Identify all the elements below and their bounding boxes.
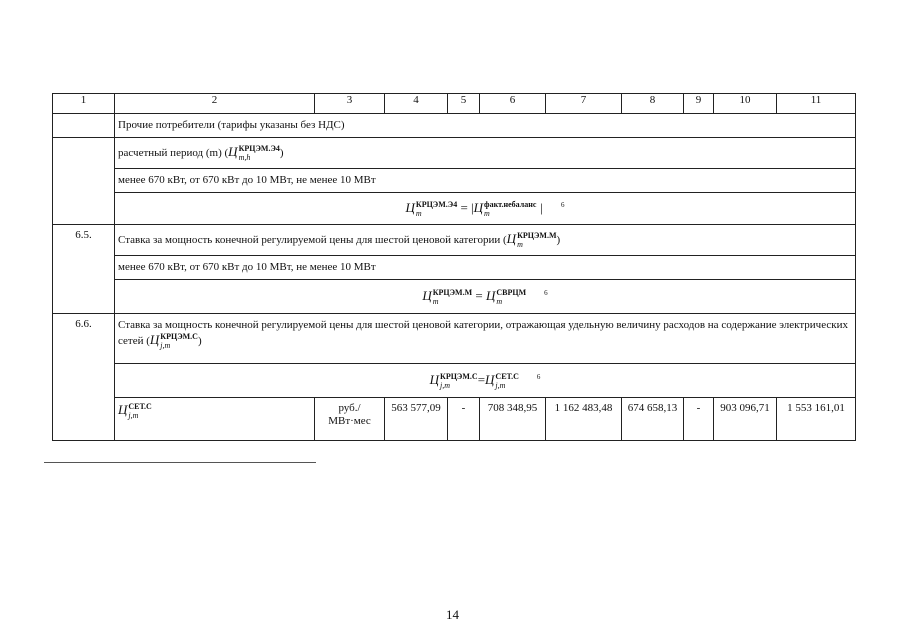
other-consumers-label: Прочие потребители (тарифы указаны без НДС) [115,114,856,138]
formula-1 [405,200,565,219]
value-cell: 1 553 161,01 [777,398,856,441]
symbol-sup: СВРЦМ [496,288,527,298]
symbol-formula [506,230,557,249]
symbol-base: Ц [429,372,440,388]
symbol-sub: m [432,297,439,307]
symbol-sup: КРЦЭМ.Э4 [415,200,458,210]
formula-cell [115,280,856,314]
symbol-sub: j,m [128,411,139,420]
formula-cell [115,193,856,225]
symbol-base: Ц [485,372,495,388]
symbol-sup: КРЦЭМ.С [160,332,198,341]
value-cell: 1 162 483,48 [546,398,622,441]
symbol-base: Ц [473,200,484,216]
symbol-formula [149,331,198,350]
symbol-sup: КРЦЭМ.Э4 [238,144,280,153]
power-range-label: менее 670 кВт, от 670 кВт до 10 МВт, не менее 10 МВт [115,256,856,280]
header-cell: 10 [714,94,777,114]
unit-cell: руб./ МВт·мес [315,398,385,441]
paren-close: ) [197,334,202,347]
symbol-sub: m [484,209,490,219]
symbol-sub: j,m [495,381,506,391]
header-cell: 3 [315,94,385,114]
symbol-sup: КРЦЭМ.М [432,288,473,298]
symbol-sup: КРЦЭМ.С [440,372,478,382]
paren-close: ) [556,233,561,246]
formula-3 [429,372,541,391]
symbol-scripts [484,200,536,218]
tariff-table [52,93,856,441]
symbol-scripts [239,144,280,162]
item-6-6-text: Ставка за мощность конечной регулируемой цены для шестой ценовой категории, отражающая удельную величину расходов на содержание электрических сетей ( [118,319,848,347]
symbol-sub: j,m [160,341,171,350]
value-cell: 903 096,71 [714,398,777,441]
item-number: 6.6. [53,314,115,441]
header-cell: 6 [480,94,546,114]
symbol-scripts [416,200,457,218]
symbol-formula [228,143,280,162]
symbol-sub: j,m [440,381,451,391]
header-cell: 4 [385,94,448,114]
formula-eq: = [475,288,483,304]
value-cell: 674 658,13 [622,398,684,441]
symbol-scripts [433,288,472,306]
header-cell: 8 [622,94,684,114]
table-row [53,256,856,280]
table-row [53,314,856,364]
symbol-sup: СЕТ.С [128,402,152,411]
header-cell: 9 [684,94,714,114]
table-row [53,225,856,256]
item-6-5-cell [115,225,856,256]
formula-eq: = | [460,200,474,216]
num-cell [53,138,115,225]
symbol-sup: СЕТ.С [495,372,519,382]
formula-2 [422,288,548,307]
item-6-5-text: Ставка за мощность конечной регулируемой цены для шестой ценовой категории ( [118,233,507,246]
symbol-scripts [160,332,198,350]
symbol-scripts [495,372,518,390]
symbol-cell [115,398,315,441]
symbol-scripts [496,288,526,306]
table-row [53,280,856,314]
num-cell [53,114,115,138]
symbol-base: Ц [422,288,432,304]
header-cell: 7 [546,94,622,114]
symbol-sub: m [517,240,523,249]
symbol-sub: m,h [238,153,251,162]
symbol-sub: m [415,209,422,219]
header-cell: 1 [53,94,115,114]
table-row [53,114,856,138]
symbol-base: Ц [149,331,160,347]
page-number: 14 [446,607,459,622]
formula-cell [115,364,856,398]
header-cell: 2 [115,94,315,114]
symbol-base: Ц [486,288,496,304]
symbol-scripts [128,402,151,420]
symbol-scripts [440,372,478,390]
symbol-base: Ц [506,230,517,246]
header-cell: 5 [448,94,480,114]
item-number: 6.5. [53,225,115,314]
value-cell: - [684,398,714,441]
symbol-base: Ц [405,200,415,216]
calc-period-cell [115,138,856,169]
footnote-separator [44,462,316,463]
power-range-label: менее 670 кВт, от 670 кВт до 10 МВт, не менее 10 МВт [115,169,856,193]
value-cell: - [448,398,480,441]
header-cell: 11 [777,94,856,114]
table-row [53,193,856,225]
item-6-6-cell [115,314,856,364]
symbol-scripts [517,231,556,249]
paren-close: ) [279,146,284,159]
symbol-sup: КРЦЭМ.М [517,231,557,240]
table-row [53,398,856,441]
formula-eq: = [477,372,486,388]
table-row [53,169,856,193]
footnote-mark: 6 [561,200,565,209]
footnote-mark: 6 [536,372,541,381]
table-row [53,138,856,169]
symbol-formula [118,401,152,420]
table-row [53,364,856,398]
symbol-base: Ц [228,143,238,159]
symbol-sub: m [496,297,503,307]
formula-tail: | [540,200,543,216]
symbol-sup: факт.небаланс [484,200,537,210]
footnote-mark: 6 [544,288,548,297]
header-row [53,94,856,114]
value-cell: 563 577,09 [385,398,448,441]
value-cell: 708 348,95 [480,398,546,441]
symbol-base: Ц [118,401,128,417]
calc-period-text: расчетный период (m) ( [118,146,229,159]
